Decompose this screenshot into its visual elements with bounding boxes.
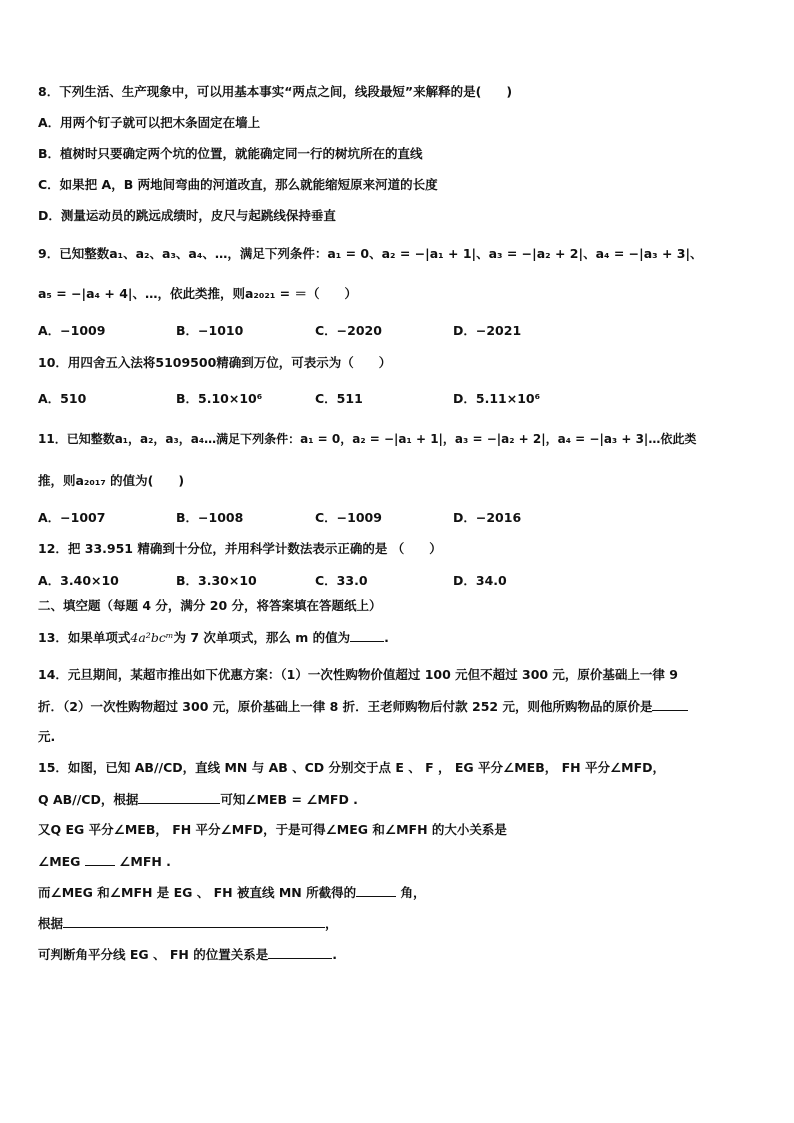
q12-option-c: C．33.0 bbox=[315, 573, 368, 588]
q10-option-d: D．5.11×10⁶ bbox=[453, 391, 541, 406]
q8-option-a: A．用两个钉子就可以把木条固定在墙上 bbox=[38, 115, 261, 130]
q8-stem: 8．下列生活、生产现象中，可以用基本事实“两点之间，线段最短”来解释的是( ) bbox=[38, 84, 513, 99]
q15-line6a: 根据 bbox=[38, 916, 64, 931]
q15-blank-position[interactable] bbox=[268, 946, 332, 959]
q9-option-b: B．−1010 bbox=[176, 323, 244, 338]
q13-line bbox=[38, 629, 389, 646]
q11-line2: 推，则a₂₀₁₇ 的值为( ) bbox=[38, 473, 185, 488]
q15-line5 bbox=[38, 884, 425, 901]
q14-line3: 元. bbox=[38, 729, 56, 744]
q13-answer-blank[interactable] bbox=[350, 629, 384, 642]
q10-option-c: C．511 bbox=[315, 391, 363, 406]
q15-line4 bbox=[38, 853, 171, 870]
q11-option-c: C．−1009 bbox=[315, 510, 382, 525]
q13-post: 为 7 次单项式，那么 m 的值为 bbox=[173, 630, 351, 645]
q9-line2: a₅ = −|a₄ + 4|、…，依此类推，则a₂₀₂₁ = ＝（ ） bbox=[38, 286, 357, 301]
q15-line2 bbox=[38, 791, 358, 808]
q15-line7 bbox=[38, 946, 337, 963]
section-heading-fill-blank: 二、填空题（每题 4 分，满分 20 分，将答案填在答题纸上） bbox=[38, 598, 382, 613]
q10-option-a: A．510 bbox=[38, 391, 87, 406]
q10-option-b: B．5.10×10⁶ bbox=[176, 391, 263, 406]
q8-option-b: B．植树时只要确定两个坑的位置，就能确定同一行的树坑所在的直线 bbox=[38, 146, 423, 161]
q11-option-a: A．−1007 bbox=[38, 510, 106, 525]
q15-line6 bbox=[38, 915, 338, 932]
q14-line1: 14．元旦期间，某超市推出如下优惠方案：（1）一次性购物价值超过 100 元但不超过 300 元，原价基础上一律 9 bbox=[38, 667, 678, 682]
q14-line2-wrap bbox=[38, 698, 688, 715]
q9-option-d: D．−2021 bbox=[453, 323, 522, 338]
q10-stem: 10．用四舍五入法将5109500精确到万位，可表示为（ ） bbox=[38, 355, 392, 370]
q12-stem: 12．把 33.951 精确到十分位，并用科学计数法表示正确的是 （ ） bbox=[38, 541, 442, 556]
q15-line6b: ， bbox=[325, 916, 338, 931]
q9-option-c: C．−2020 bbox=[315, 323, 382, 338]
q15-line5b: 角， bbox=[400, 885, 426, 900]
q9-line1: 9．已知整数a₁、a₂、a₃、a₄、…，满足下列条件：a₁ = 0、a₂ = −|a₁ + 1|、a₃ = −|a₂ + 2|、a₄ = −|a₃ + 3|、 bbox=[38, 246, 703, 261]
q13-pre: 13．如果单项式 bbox=[38, 630, 131, 645]
q15-blank-reason1[interactable] bbox=[138, 791, 220, 804]
q15-line2a: Q AB//CD，根据 bbox=[38, 792, 139, 807]
q15-blank-reason2[interactable] bbox=[63, 915, 325, 928]
q15-blank-angle-type[interactable] bbox=[356, 884, 396, 897]
q15-blank-relation[interactable] bbox=[85, 853, 115, 866]
q11-option-b: B．−1008 bbox=[176, 510, 244, 525]
q15-line1: 15．如图，已知 AB//CD，直线 MN 与 AB 、CD 分别交于点 E 、 F ， EG 平分∠MEB， FH 平分∠MFD， bbox=[38, 760, 666, 775]
q9-option-a: A．−1009 bbox=[38, 323, 106, 338]
q12-option-b: B．3.30×10 bbox=[176, 573, 257, 588]
q8-option-c: C．如果把 A，B 两地间弯曲的河道改直，那么就能缩短原来河道的长度 bbox=[38, 177, 438, 192]
q15-line4b: ∠MFH . bbox=[119, 854, 171, 869]
q13-end: . bbox=[384, 630, 389, 645]
q13-monomial: 4a²bcᵐ bbox=[130, 630, 174, 645]
q15-line7a: 可判断角平分线 EG 、 FH 的位置关系是 bbox=[38, 947, 269, 962]
q15-line3: 又Q EG 平分∠MEB， FH 平分∠MFD，于是可得∠MEG 和∠MFH 的大小关系是 bbox=[38, 822, 507, 837]
q11-line1: 11．已知整数a₁，a₂，a₃，a₄…满足下列条件：a₁ = 0，a₂ = −|a₁ + 1|，a₃ = −|a₂ + 2|，a₄ = −|a₃ + 3|…依此类 bbox=[38, 432, 697, 446]
q8-option-d: D．测量运动员的跳远成绩时，皮尺与起跳线保持垂直 bbox=[38, 208, 336, 223]
q15-line5a: 而∠MEG 和∠MFH 是 EG 、 FH 被直线 MN 所截得的 bbox=[38, 885, 357, 900]
q12-option-a: A．3.40×10 bbox=[38, 573, 119, 588]
q15-line2b: 可知∠MEB = ∠MFD . bbox=[220, 792, 358, 807]
q11-option-d: D．−2016 bbox=[453, 510, 522, 525]
q15-line7b: . bbox=[332, 947, 337, 962]
q14-line2: 折．（2）一次性购物超过 300 元，原价基础上一律 8 折．王老师购物后付款 252 元，则他所购物品的原价是 bbox=[38, 699, 653, 714]
q15-line4a: ∠MEG bbox=[38, 854, 81, 869]
q14-answer-blank[interactable] bbox=[652, 698, 688, 711]
q12-option-d: D．34.0 bbox=[453, 573, 507, 588]
